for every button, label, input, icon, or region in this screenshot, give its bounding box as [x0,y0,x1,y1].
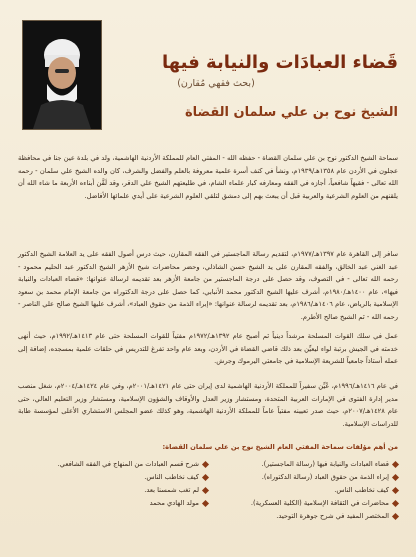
work-item-right-2: إبراء الذمة من حقوق العباد (رسالة الدكتوراه). [208,471,398,483]
works-list [18,458,398,553]
work-item-left-2: كيف نخاطب الناس. [18,471,208,483]
author-name: الشيخ نوح بن علي سلمان القضاة [184,105,398,120]
work-item-left-4: مولد الهادي محمد [18,497,208,509]
bullet-icon [392,486,399,493]
works-heading: من أهم مؤلفات سماحة المفتي العام الشيخ نوح بن علي سلمان القضاة: [162,443,398,451]
bullet-icon [202,473,209,480]
biography-paragraph-3: عمل في سلك القوات المسلحة مرشداً دينياً ثم أصبح عام ١٣٩٢هـ/١٩٧٢م مفتياً للقوات المسلحة حتى عام ١٤١٣هـ/١٩٩٢م، حيث أنهى خدمته في الجيش برتبة لواء ليعيِّن بعد ذلك قاضي القضاة في الأردن، وبعد عام واحد تفرغ للتدريس في حلقات علمية بمسجده، إضافة إلى عمله أستاذاً جامعياً للشريعة الإسلامية في جامعتي اليرموك وجرش. [18,332,398,366]
author-photo [22,20,102,130]
bullet-icon [392,460,399,467]
biography-paragraph-2: سافر إلى القاهرة عام ١٣٩٧هـ/١٩٧٧م، لتقديم رسالة الماجستير في الفقه المقارن، حيث درس أصول الفقه على يد العلامة الشيخ الدكتور عبد الغني عبد الخالق، والفقه المقارن على يد الشيخ حسن الشاذلي، وحضر محاضرات شيخ الأزهر الشيخ الدكتور عبد الحليم محمود - رحمه الله تعالى - في التصوف، وقد حصل على درجة الماجستير من جامعة الأزهر بعد تقديمه لرسالة عنوانها: «قضاء العبادات والنيابة فيها»، عام ١٤٠٠هـ/١٩٨٠م، أشرف عليها الشيخ الدكتور محمد الأنبابي، كما حصل على درجة الدكتوراه من جامعة الإمام محمد بن سعود الإسلامية بالرياض، عام ١٤٠٦هـ/١٩٨٦م، بعد تقديمه لرسالة عنوانها: «إبراء الذمة من حقوق العباد»، أشرف عليها الشيخ صالح علي الناصر - رحمه الله - ثم الشيخ صالح الأطرم. [18,250,399,321]
work-item-right-3: كيف نخاطب الناس. [208,484,398,496]
work-item-right-5: المختصر المفيد في شرح جوهرة التوحيد. [208,510,398,522]
work-item-left-1: شرح قسم العبادات من المنهاج في الفقه الشافعي. [18,458,208,470]
bullet-icon [392,512,399,519]
biography-paragraph-1: سماحة الشيخ الدكتور نوح بن علي سلمان القضاة - حفظه الله - المفتي العام للمملكة الأردنية الهاشمية، ولد في بلدة عين جنا في محافظة عجلون في الأردن عام ١٣٥٨هـ/١٩٣٩م، ونشأ في كنف أسرة علمية معروفة بالعلم والفضل والشرف، كان والده الشيخ علي سلمان - رحمه الله تعالى - فقيهاً شافعياً، أجازه في الفقه ومعارفه كبار علماء الشام، في طليعتهم الشيخ علي الدقر، وقد لَقَّن أبناءه الأربعة ما شاء الله أن يلقنهم من العلوم الشرعية والعربية قبل أن يبعث بهم إلى دمشق لتلقي العلوم الشرعية على أيدي علمائها الأفاضل. [18,154,398,200]
bullet-icon [392,499,399,506]
work-item-left-3: لم تغب شمسنا بعد. [18,484,208,496]
work-item-right-4: محاضرات في الثقافة الإسلامية (الكلية العسكرية). [208,497,398,509]
bullet-icon [392,473,399,480]
bullet-icon [202,460,209,467]
book-subtitle: (بحث فقهي مُقارن) [177,78,255,89]
work-item-right-1: قضاء العبادات والنيابة فيها (رسالة الماجستير). [208,458,398,470]
bullet-icon [202,486,209,493]
book-title: قَضاء العبادَات والنيابة فيها [162,52,398,73]
biography-paragraph-4: في عام ١٤١٦هـ/١٩٩٦م، عُيِّن سفيراً للمملكة الأردنية الهاشمية لدى إيران حتى عام ١٤٢١هـ/٢٠٠١م، وفي عام ١٤٢٤هـ/٢٠٠٤م، شغل منصب مدير إدارة الفتوى في الإمارات العربية المتحدة، ومستشار وزير العدل والأوقاف والشؤون الإسلامية، ومستشار وزير التعليم العالي، حتى عام ١٤٢٨هـ/٢٠٠٧م، حيث صدر تعيينه مفتياً عاماً للمملكة الأردنية الهاشمية، وهو كذلك عضو المجلس الاستشاري الأعلى لمؤسسة طابة للدراسات الإسلامية. [18,382,398,428]
bullet-icon [202,499,209,506]
